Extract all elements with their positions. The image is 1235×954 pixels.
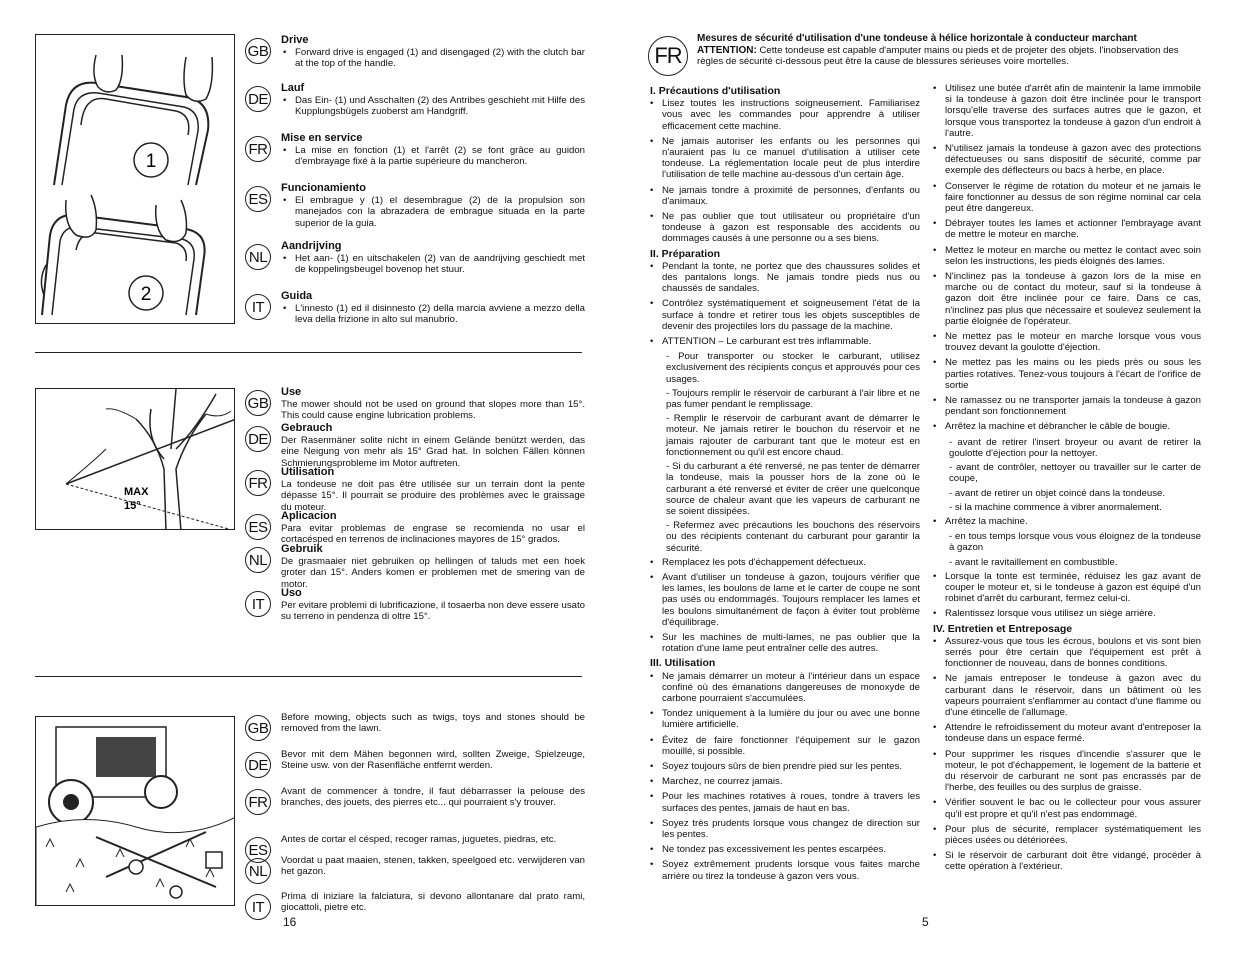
sub-item: - Pour transporter ou stocker le carburant, utilisez exclusivement des récipients conçus et approuvés pour ces usages. <box>666 351 920 385</box>
instruction-text: • La mise en fonction (1) et l'arrêt (2) se font grâce au guidon d'embrayage fixé à la partie supérieure du mancheron. <box>281 145 585 168</box>
page-number-left: 16 <box>283 915 297 929</box>
list-item: • Mettez le moteur en marche ou mettez le contact avec soin selon les instructions, les pieds éloignés des lames. <box>933 245 1201 267</box>
list-item: • Ne mettez pas le moteur en marche lorsque vous vous trouvez devant la goulotte d'éjection. <box>933 331 1201 353</box>
lang-block-fr <box>245 466 585 513</box>
lang-block-it <box>245 290 585 340</box>
list-item: • Soyez toujours sûrs de bien prendre pied sur les pentes. <box>650 761 920 772</box>
language-badge-es: ES <box>245 514 271 540</box>
section-heading: II. Préparation <box>650 247 721 260</box>
language-badge-de: DE <box>245 426 271 452</box>
callout-1-label: 1 <box>145 151 157 172</box>
safety-header <box>697 33 1201 68</box>
instruction-text: Bevor mit dem Mähen begonnen wird, sollten Zweige, Spielzeuge, Steine usw. von der Rasenfläche entfernt werden. <box>281 749 585 772</box>
list-item: • Assurez-vous que tous les écrous, boulons et vis sont bien serrés pour être certain que l'équipement est prêt à fonctionner de nouveau, dans de bonnes conditions. <box>933 636 1201 670</box>
list-item: • Ne jamais entreposer le tondeuse à gazon avec du carburant dans le réservoir, dans un bâtiment où les vapeurs pourraient s'enflammer au contact d'une flamme ou d'une étincelle de l'allumage. <box>933 673 1201 718</box>
max-label: MAX <box>124 486 149 498</box>
drive-instructions <box>245 34 585 340</box>
language-badge-de: DE <box>245 86 271 112</box>
language-badge-de: DE <box>245 752 271 778</box>
slope-illustration <box>35 388 235 530</box>
section-heading: Mise en service <box>281 132 363 144</box>
sub-item: - Toujours remplir le réservoir de carburant à l'air libre et ne pas fumer pendant le remplissage. <box>666 387 920 411</box>
callout-2-label: 2 <box>140 284 152 305</box>
instruction-text: • L'innesto (1) ed il disinnesto (2) della marcia avviene a mezzo della leva della frizione in alto sul manubrio. <box>281 303 585 326</box>
list-item: • Tondez uniquement à la lumière du jour ou avec une bonne lumière artificielle. <box>650 708 920 730</box>
instruction-text: Der Rasenmäner solite nicht in einem Gelände benützt werden, das eine Neigung von mehr als 15° Grad hat. In solchen Fällen können Schmierungsprobleme im Motor auftreten. <box>281 435 585 469</box>
lang-block-nl <box>245 240 585 290</box>
safety-column-1 <box>650 83 920 886</box>
language-badge-fr: FR <box>245 470 271 496</box>
list-item: • Ne jamais tondre à proximité de personnes, d'enfants ou d'animaux. <box>650 185 920 207</box>
lang-block-nl <box>245 543 585 590</box>
instruction-text: • Das Ein- (1) und Asschalten (2) des Antribes geschieht mit Hilfe des Kupplungsbügels zuoberst am Handgriff. <box>281 95 585 118</box>
list-item: • Soyez extrêmement prudents lorsque vous faites marche arrière ou tirez la tondeuse à gazon vers vous. <box>650 859 920 881</box>
lang-block-es <box>245 510 585 546</box>
list-item: • Ralentissez lorsque vous utilisez un siège arrière. <box>933 608 1201 619</box>
section-heading: I. Précautions d'utilisation <box>650 85 781 97</box>
sub-item: - Si du carburant a été renversé, ne pas tenter de démarrer la tondeuse, mais la pousser hors de la zone où le carburant a été renversé et éviter de créer une quelconque source de chaleur avant que les vapeurs de carburant ne se soient dissipées. <box>666 461 920 517</box>
lang-block-it <box>245 587 585 627</box>
list-item: • Ne mettez pas les mains ou les pieds près ou sous les parties rotatives. Tenez-vous toujours à l'écart de l'orifice de sortie <box>933 357 1201 391</box>
section-heading: Aandrijving <box>281 240 342 252</box>
lang-block-gb <box>245 34 585 82</box>
language-badge-fr: FR <box>648 36 688 76</box>
clutch-bar-drawing <box>36 35 235 324</box>
language-badge-it: IT <box>245 591 271 617</box>
list-item: • Lisez toutes les instructions soigneusement. Familiarisez vous avec les commandes pour apprendre à utiliser efficacement cette machine. <box>650 98 920 132</box>
list-item: • Pendant la tonte, ne portez que des chaussures solides et des pantalons longs. Ne jamais tondre pieds nus ou chaussés de sandales. <box>650 261 920 295</box>
section-heading: Use <box>281 386 302 398</box>
clutch-bar-illustration <box>35 34 235 324</box>
lang-block-gb <box>245 386 585 422</box>
page-number-right: 5 <box>922 915 929 929</box>
instruction-text: The mower should not be used on ground that slopes more than 15°. This could cause engine lubrication problems. <box>281 399 585 422</box>
lang-block-nl <box>245 855 585 891</box>
section-heading: Utilisation <box>281 466 335 478</box>
instruction-text: Before mowing, objects such as twigs, toys and stones should be removed from the lawn. <box>281 712 585 735</box>
language-badge-it: IT <box>245 294 271 320</box>
section-heading: Uso <box>281 587 302 599</box>
language-badge-es: ES <box>245 186 271 212</box>
instruction-text: Voordat u paat maaien, stenen, takken, speelgoed etc. verwijderen van het gazon. <box>281 855 585 878</box>
language-badge-gb: GB <box>245 38 271 64</box>
lang-block-de <box>245 82 585 132</box>
lang-block-gb <box>245 712 585 749</box>
list-item: • ATTENTION – Le carburant est très inflammable. <box>650 336 920 347</box>
language-badge-nl: NL <box>245 858 271 884</box>
list-item: • Ne pas oublier que tout utilisateur ou propriétaire d'un tondeuse à gazon est responsable des accidents ou dommages causés à une personne ou a ses biens. <box>650 211 920 245</box>
section-heading: Lauf <box>281 82 305 94</box>
language-badge-nl: NL <box>245 547 271 573</box>
sub-item: - avant de contrôler, nettoyer ou travailler sur le carter de coupe, <box>949 462 1201 485</box>
list-item: • Vérifier souvent le bac ou le collecteur pour vous assurer qu'il est propre et qu'il n'est pas endommagé. <box>933 797 1201 819</box>
language-badge-nl: NL <box>245 244 271 270</box>
language-badge-fr: FR <box>245 789 271 815</box>
list-item: • Contrôlez systématiquement et soigneusement l'état de la surface à tondre et retirer tous les objets susceptibles de devenir des projectiles lors du passage de la machine. <box>650 298 920 332</box>
left-page <box>0 0 617 954</box>
list-item: • Pour les machines rotatives à roues, tondre à travers les surfaces des pentes, jamais de haut en bas. <box>650 791 920 813</box>
list-item: • N'utilisez jamais la tondeuse à gazon avec des protections défectueuses ou sans dispositif de sécurité, comme par exemple des déflecteurs ou bacs à herbe, en place. <box>933 143 1201 177</box>
section-heading: Gebrauch <box>281 422 333 434</box>
sub-item: - avant de retirer l'insert broyeur ou avant de retirer la goulotte d'éjection pour la nettoyer. <box>949 436 1201 459</box>
lang-block-es <box>245 182 585 240</box>
sub-item: - si la machine commence à vibrer anormalement. <box>949 501 1162 513</box>
language-badge-es: ES <box>245 837 271 863</box>
instruction-text: De grasmaaier niet gebruiken op hellingen of taluds met een hoek groter dan 15°. Anders komen er problemen met de smering van de motor. <box>281 556 585 590</box>
sub-item: - avant le ravitaillement en combustible. <box>949 556 1118 568</box>
list-item: • Ne jamais démarrer un moteur à l'intérieur dans un espace confiné où des émanations dangereuses de monoxyde de carbone pourraient s'accumulées. <box>650 671 920 705</box>
lang-block-de <box>245 749 585 786</box>
list-item: • N'inclinez pas la tondeuse à gazon lors de la mise en marche ou de contact du moteur, sauf si la tondeuse à gazon doit être inclinée pour ce faire. Dans ce cas, n'inclinez pas plus que nécessaire et soulevez seulement la partie éloignée de l'opérateur. <box>933 271 1201 327</box>
list-item: • Lorsque la tonte est terminée, réduisez les gaz avant de couper le moteur et, si le tondeuse à gazon est équipé d'un robinet d'arrêt du carburant, fermez celui-ci. <box>933 571 1201 605</box>
section-heading: Drive <box>281 34 309 46</box>
max-angle-label: 15° <box>124 500 141 512</box>
divider-1 <box>35 352 582 353</box>
lang-block-fr <box>245 132 585 182</box>
section-heading: Aplicacion <box>281 510 337 522</box>
language-badge-gb: GB <box>245 390 271 416</box>
sub-item: - en tous temps lorsque vous vous éloignez de la tondeuse à gazon <box>949 531 1201 554</box>
section-heading: III. Utilisation <box>650 657 716 670</box>
list-item: • Ne tondez pas excessivement les pentes escarpées. <box>650 844 920 855</box>
list-item: • Soyez très prudents lorsque vous changez de direction sur les pentes. <box>650 818 920 840</box>
section-heading: IV. Entretien et Entreposage <box>933 622 1073 635</box>
list-item: • Remplacez les pots d'échappement défectueux. <box>650 557 920 568</box>
slope-drawing <box>36 389 235 530</box>
use-instructions <box>245 386 585 627</box>
list-item: • Ne ramassez ou ne transporter jamais la tondeuse à gazon pendant son fonctionnement <box>933 395 1201 417</box>
lawn-debris-illustration <box>35 716 235 906</box>
list-item: • Avant d'utiliser un tondeuse à gazon, toujours vérifier que les lames, les boulons de lame et le carter de coupe ne sont pas usés ou endommagés. Toujours remplacer les lames et les boulons simultanément de façon à éviter tout problème d'équilibrage. <box>650 572 920 628</box>
list-item: • Pour supprimer les risques d'incendie s'assurer que le moteur, le pot d'échappement, le logement de la batterie et du réservoir de carburant ne sont pas encrassés par de l'herbe, des feuilles ou des surplus de graisse. <box>933 749 1201 794</box>
instruction-text: Antes de cortar el césped, recoger ramas, juguetes, piedras, etc. <box>281 834 557 845</box>
instruction-text: Para evitar problemas de engrase se recomienda no usar el cortacésped en terrenos de inclinaciones mayores de 15° grados. <box>281 523 585 546</box>
sub-item: - avant de retirer un objet coincé dans la tondeuse. <box>949 487 1165 499</box>
list-item: • Arrêtez la machine. <box>933 516 1201 527</box>
instruction-text: • Forward drive is engaged (1) and disengaged (2) with the clutch bar at the top of the handle. <box>281 47 585 70</box>
list-item: • Débrayer toutes les lames et actionner l'embrayage avant de mettre le moteur en marche. <box>933 218 1201 240</box>
section-heading: Funcionamiento <box>281 182 366 194</box>
safety-column-2 <box>933 83 1201 877</box>
instruction-text: La tondeuse ne doit pas être utilisée sur un terrain dont la pente dépasse 15°. Il pourrait se produire des problèmes avec le graissage du moteur. <box>281 479 585 513</box>
list-item: • Ne jamais autoriser les enfants ou les personnes qui n'auraient pas lu ce manuel d'utilisation à utiliser cete tondeuse. La réglementation locale peut de plus interdire l'utilisation de telle machine au-dessous d'un certain âge. <box>650 136 920 181</box>
sub-item: - Refermez avec précautions les bouchons des réservoirs ou des récipients contenant du carburant pour garantir la sécurité. <box>666 520 920 554</box>
attention-text: Cette tondeuse est capable d'amputer mains ou pieds et de projeter des objets. l'inobservation des règles de sécurité ci-dessous peut être la cause de blessures sérieuses voire mortelles. <box>697 44 1179 67</box>
list-item: • Attendre le refroidissement du moteur avant d'entreposer la tondeuse dans un espace fermé. <box>933 722 1201 744</box>
lang-block-de <box>245 422 585 469</box>
list-item: • Pour plus de sécurité, remplacer systématiquement les pièces usées ou détériorées. <box>933 824 1201 846</box>
right-page <box>617 0 1235 954</box>
page-title: Mesures de sécurité d'utilisation d'une tondeuse à hélice horizontale à conducteur marchant <box>697 33 1137 44</box>
language-badge-gb: GB <box>245 715 271 741</box>
list-item: • Utilisez une butée d'arrêt afin de maintenir la lame immobile si la tondeuse à gazon doit être inclinée pour le transport lorsqu'elle traverse des surfaces autres que le gazon, et lorsque vous transportez la tondeuse à gazon d'un endroit à l'autre. <box>933 83 1201 139</box>
list-item: • Conserver le régime de rotation du moteur et ne jamais le faire fonctionner au dessus de son régime nominal car cela peut être dangereux. <box>933 181 1201 215</box>
list-item: • Évitez de faire fonctionner l'équipement sur le gazon mouillé, si possible. <box>650 735 920 757</box>
section-heading: Guida <box>281 290 313 302</box>
instruction-text: Prima di iniziare la falciatura, si devono allontanare dal prato rami, giocattoli, pietre etc. <box>281 891 585 914</box>
list-item: • Sur les machines de multi-lames, ne pas oublier que la rotation d'une lame peut entraîner celle des autres. <box>650 632 920 654</box>
divider-2 <box>35 676 582 677</box>
sub-item: - Remplir le réservoir de carburant avant de démarrer le moteur. Ne jamais retirer le bouchon du réservoir et ne jamais rajouter de carburant tant que le moteur est en fonctionnement ou qu'il est encore chaud. <box>666 413 920 458</box>
lawn-debris-drawing <box>36 717 235 906</box>
list-item: • Si le réservoir de carburant doit être vidangé, procéder à cette opération à l'extérieur. <box>933 850 1201 872</box>
language-badge-it: IT <box>245 894 271 920</box>
attention-label: ATTENTION: <box>697 44 757 56</box>
instruction-text: • El embrague y (1) el desembrague (2) de la propulsion son manejados con la abrazadera de embrague situada en la parte superior de la guia. <box>281 195 585 229</box>
language-badge-fr: FR <box>245 136 271 162</box>
instruction-text: Per evitare problemi di lubrificazione, il tosaerba non deve essere usato su terreno in pendenza di oltre 15°. <box>281 600 585 623</box>
list-item: • Arrêtez la machine et débrancher le câble de bougie. <box>933 421 1201 432</box>
lang-block-fr <box>245 786 585 834</box>
instruction-text: • Het aan- (1) en uitschakelen (2) van de aandrijving geschiedt met de koppelingsbeugel bovenop het stuur. <box>281 253 585 276</box>
list-item: • Marchez, ne courrez jamais. <box>650 776 920 787</box>
lang-block-es <box>245 834 585 859</box>
section-heading: Gebruik <box>281 543 323 555</box>
lawn-preparation-instructions <box>245 712 585 927</box>
instruction-text: Avant de commencer à tondre, il faut débarrasser la pelouse des branches, des jouets, des pierres etc... qui pourraient s'y trouver. <box>281 786 585 809</box>
